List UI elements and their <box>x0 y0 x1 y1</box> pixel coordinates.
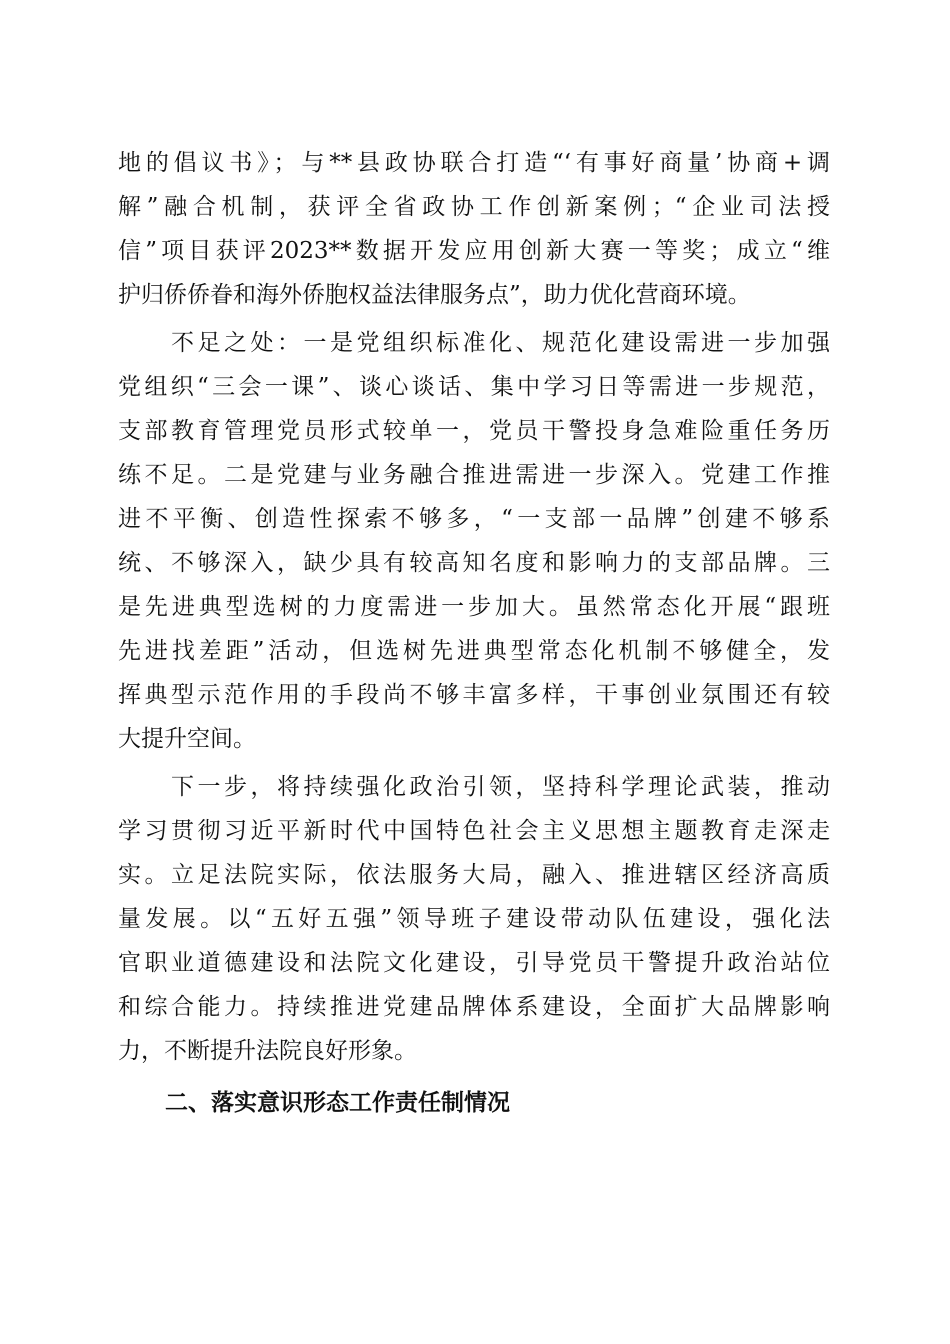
paragraph-3 <box>118 765 830 1073</box>
text-line: 信”项目获评2023**数据开发应用创新大赛一等奖；成立“维 <box>118 238 830 264</box>
text-line: 量发展。以“五好五强”领导班子建设带动队伍建设，强化法 <box>118 906 830 932</box>
text-line: 练不足。二是党建与业务融合推进需进一步深入。党建工作推 <box>118 462 830 488</box>
text-line: 大提升空间。 <box>118 726 256 752</box>
paragraph-1 <box>118 141 830 317</box>
text-line: 和综合能力。持续推进党建品牌体系建设，全面扩大品牌影响 <box>118 994 830 1020</box>
section-heading: 二、落实意识形态工作责任制情况 <box>165 1090 510 1116</box>
text-line: 官职业道德建设和法院文化建设，引导党员干警提升政治站位 <box>118 950 830 976</box>
text-line: 进不平衡、创造性探索不够多，“一支部一品牌”创建不够系 <box>118 506 830 532</box>
text-line: 下一步，将持续强化政治引领，坚持科学理论武装，推动 <box>118 774 830 800</box>
text-line: 挥典型示范作用的手段尚不够丰富多样，干事创业氛围还有较 <box>118 682 830 708</box>
text-line: 党组织“三会一课”、谈心谈话、集中学习日等需进一步规范， <box>118 374 830 400</box>
text-line: 不足之处：一是党组织标准化、规范化建设需进一步加强 <box>118 330 830 356</box>
text-line: 先进找差距”活动，但选树先进典型常态化机制不够健全，发 <box>118 638 830 664</box>
paragraph-2 <box>118 321 830 761</box>
text-line: 实。立足法院实际，依法服务大局，融入、推进辖区经济高质 <box>118 862 830 888</box>
text-line: 支部教育管理党员形式较单一，党员干警投身急难险重任务历 <box>118 418 830 444</box>
text-line: 解”融合机制，获评全省政协工作创新案例；“企业司法授 <box>118 194 830 220</box>
text-line: 学习贯彻习近平新时代中国特色社会主义思想主题教育走深走 <box>118 818 830 844</box>
text-line: 力，不断提升法院良好形象。 <box>118 1038 417 1064</box>
text-line: 统、不够深入，缺少具有较高知名度和影响力的支部品牌。三 <box>118 550 830 576</box>
text-line: 护归侨侨眷和海外侨胞权益法律服务点”，助力优化营商环境。 <box>118 282 751 308</box>
text-line: 地的倡议书》；与**县政协联合打造“‘有事好商量’协商+调 <box>118 150 830 176</box>
text-line: 是先进典型选树的力度需进一步加大。虽然常态化开展“跟班 <box>118 594 830 620</box>
